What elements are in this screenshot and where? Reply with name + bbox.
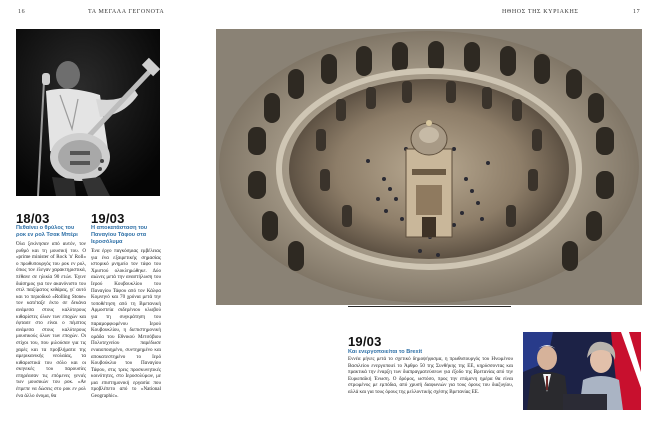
rotunda-photo-art	[216, 29, 642, 305]
article-2-headline: Η αποκατάσταση του Παναγίου Τάφου στα Ιεροσόλυμα	[91, 225, 148, 245]
rotunda-photo	[216, 29, 642, 305]
article-1-body: Όλα ξεκίνησαν από αυτόν, τον ρυθμό και τη μουσική του. Ο «prime minister of Rock 'n' Roll» ο πρωθυπουργός του ροκ εν ρολ, όπως τον έλεγαν χαρακτηριστικά, πέθανε σε ηλικία 90 ετών. Έγινε διάσημος για τον ακανόνιστο του στιλ παιξίματος κιθάρας, γι' αυτό και το περιοδικό «Rolling Stone» τον κατέταξε έκτο σε δεκάνα ανάμεσα στους καλύτερους κιθαρίστες όλων των εποχών και έφτασε στο είναι ο πέμπτος ανάμεσα στους καλύτερους μουσικούς όλων των εποχών. Οι στίχοι του, που μιλούσαν για τις χαρές και τα προβλήματα της αμερικανικής νεολαίας, τα κιθαριστικά του σόλο και οι σκηνικές του παρουσίες επηρέασαν τις επόμενες γενιές των μουσικών του ροκ. «Αν έπρεπε να δώσεις στο ροκ εν ρολ ένα άλλο όνομα, θα	[16, 241, 86, 399]
article-1-date: 18/03	[16, 211, 50, 226]
article-3-body: Εννέα μήνες μετά το σχετικό δημοψήφισμα, η πρωθυπουργός του Ηνωμένου Βασιλείου ενεργοποιεί το Άρθρο 50 της Συνθήκης της ΕΕ, κηρύσσοντας και πρακτικά την έναρξη των διαπραγματεύσεων για έξοδο της Βρετανίας από την Ευρωπαϊκή Ένωση. Ο δρόμος, ωστόσο, προς την επόμενη ημέρα θα είναι στρωμένος με εμπόδια, από χρυσή διαφωνιών για τους όρους του διαζυγίου, αλλά και για τους όρους της μελλοντικής σχέσης Βρετανίας ΕΕ.	[348, 356, 513, 395]
politicians-photo	[523, 332, 641, 410]
guitarist-photo	[16, 29, 160, 196]
article-1-headline: Πεθαίνει ο θρύλος του ροκ εν ρολ Τσακ Μπέρι	[16, 225, 78, 238]
guitarist-photo-art	[16, 29, 160, 196]
politicians-photo-art	[523, 332, 641, 410]
article-3-top-rule	[348, 306, 511, 307]
article-3-date: 19/03	[348, 334, 382, 349]
page-number-right: 17	[633, 9, 641, 15]
section-title-left: ΤΑ ΜΕΓΑΛΑ ΓΕΓΟΝΟΤΑ	[88, 9, 165, 15]
article-2-body: Ένα έργο παγκόσμιας εμβέλειας για ένα εξαιρετικής σημασίας ιστορικό μνημείο τον τάφο του Χριστού ολοκληρώθηκε. Δύο αιώνες μετά την αναστήλωση του Ιερού Κουβουκλίου του Παναγίου Τάφου από τον Κάλφα Κομνηνό και 70 χρόνια μετά την τοποθέτηση από τη Βρετανική Αρμοστεία σιδερένιου κλωβού για τη συγκράτηση του παραμορφωμένου Ιερού Κουβουκλίου, η διεπιστημονική ομάδα του Εθνικού Μετσόβιου Πολυτεχνείου παρέδωσε ενιαιοποιημένο, συντηρημένο και αποκατεστημένο το Ιερό Κουβούκλιο του Παναγίου Τάφου, στις τρεις προσκυνητικές κοινότητες, στο Ιεροσολύμων, με μια επιστημονική εργασία που προβλέπετο από το «National Geographic».	[91, 248, 161, 400]
page-number-left: 16	[18, 9, 26, 15]
article-2-date: 19/03	[91, 211, 125, 226]
article-3-headline: Και ενεργοποιείται το Brexit	[348, 349, 423, 355]
section-title-right: ΗΘΗΟΣ ΤΗΣ ΚΥΡΙΑΚΗΣ	[502, 9, 579, 15]
